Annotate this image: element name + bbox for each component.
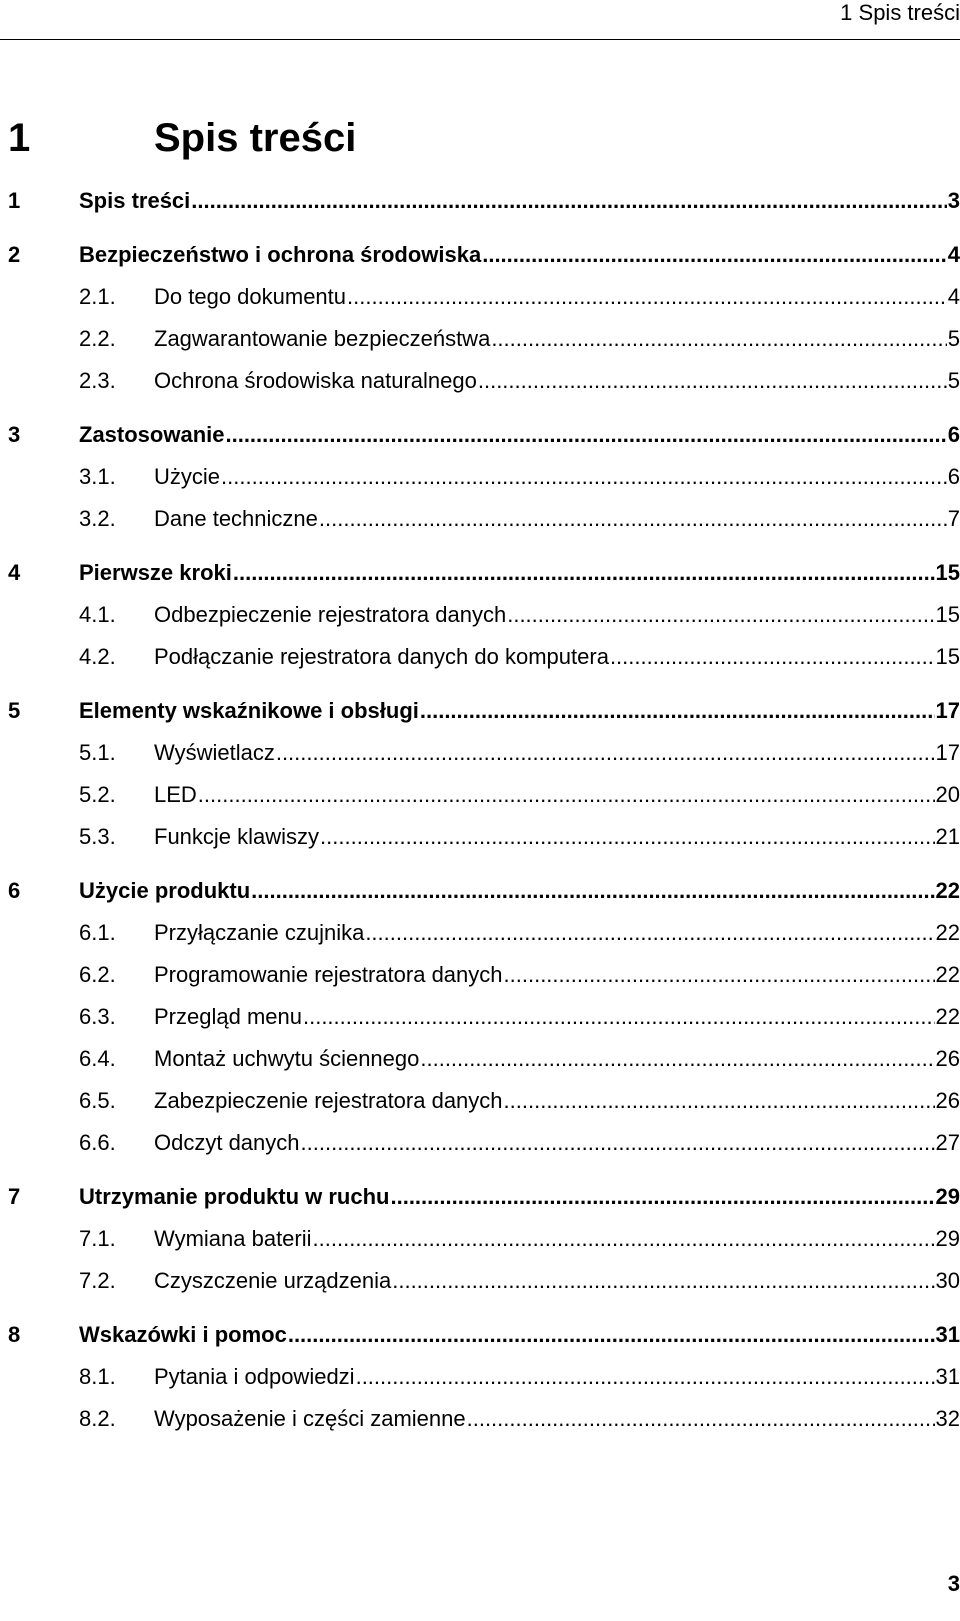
toc-entry-label: Funkcje klawiszy: [154, 824, 320, 849]
toc-entry-page: 15: [935, 644, 960, 669]
toc-entry-page: 22: [935, 920, 960, 945]
toc-entry-label: Odczyt danych: [154, 1130, 300, 1155]
toc-chapter-entry[interactable]: [0, 1318, 960, 1352]
toc-entry-line: [154, 506, 960, 532]
toc-dot-leader: [365, 920, 934, 946]
toc-section-entry[interactable]: [0, 1264, 960, 1298]
toc-section-entry[interactable]: [0, 778, 960, 812]
toc-entry-label: Utrzymanie produktu w ruchu: [79, 1184, 390, 1209]
toc-entry-line: [154, 1046, 960, 1072]
toc-entry-label: Użycie produktu: [79, 878, 251, 903]
toc-entry-page: 26: [935, 1088, 960, 1113]
toc-entry-number: 1: [8, 188, 21, 213]
toc-dot-leader: [313, 1226, 935, 1252]
toc-chapter-entry[interactable]: [0, 238, 960, 272]
toc-entry-label: Do tego dokumentu: [154, 284, 347, 309]
toc-chapter-entry[interactable]: [0, 1180, 960, 1214]
toc-entry-page: 31: [935, 1364, 960, 1389]
toc-section-entry[interactable]: [0, 598, 960, 632]
toc-entry-line: [154, 782, 960, 808]
toc-entry-line: [79, 560, 960, 586]
toc-section-entry[interactable]: [0, 322, 960, 356]
toc-dot-leader: [251, 878, 934, 904]
toc-entry-line: [154, 1364, 960, 1390]
toc-entry-label: Zastosowanie: [79, 422, 225, 447]
toc-entry-line: [79, 188, 960, 214]
toc-entry-page: 3: [947, 188, 960, 213]
toc-dot-leader: [301, 1130, 935, 1156]
toc-entry-line: [154, 1226, 960, 1252]
toc-dot-leader: [610, 644, 935, 670]
toc-entry-page: 29: [935, 1184, 960, 1209]
toc-section-entry[interactable]: [0, 1126, 960, 1160]
toc-entry-label: Elementy wskaźnikowe i obsługi: [79, 698, 419, 723]
toc-section-entry[interactable]: [0, 280, 960, 314]
toc-dot-leader: [356, 1364, 935, 1390]
toc-entry-number: 6.5.: [79, 1088, 116, 1113]
toc-section-entry[interactable]: [0, 1402, 960, 1436]
toc-entry-line: [154, 1130, 960, 1156]
toc-entry-number: 4.1.: [79, 602, 116, 627]
toc-dot-leader: [390, 1184, 934, 1210]
toc-entry-number: 2.2.: [79, 326, 116, 351]
toc-dot-leader: [504, 1088, 935, 1114]
toc-entry-page: 4: [947, 242, 960, 267]
toc-entry-label: Zagwarantowanie bezpieczeństwa: [154, 326, 491, 351]
toc-entry-number: 6.6.: [79, 1130, 116, 1155]
toc-entry-line: [154, 1406, 960, 1432]
toc-dot-leader: [491, 326, 946, 352]
toc-entry-line: [154, 284, 960, 310]
toc-entry-label: Przegląd menu: [154, 1004, 302, 1029]
toc-entry-page: 29: [935, 1226, 960, 1251]
running-header: [0, 0, 960, 40]
toc-dot-leader: [504, 962, 935, 988]
page-title-text: Spis treści: [154, 116, 357, 160]
toc-chapter-entry[interactable]: [0, 418, 960, 452]
toc-section-entry[interactable]: [0, 364, 960, 398]
toc-section-entry[interactable]: [0, 502, 960, 536]
toc-entry-page: 26: [935, 1046, 960, 1071]
toc-entry-number: 5.2.: [79, 782, 116, 807]
toc-dot-leader: [221, 464, 947, 490]
toc-entry-line: [154, 1268, 960, 1294]
toc-entry-page: 22: [935, 962, 960, 987]
toc-entry-label: Wskazówki i pomoc: [79, 1322, 287, 1347]
toc-entry-page: 31: [935, 1322, 960, 1347]
toc-dot-leader: [420, 698, 935, 724]
toc-entry-label: Podłączanie rejestratora danych do komputera: [154, 644, 609, 669]
toc-entry-page: 7: [947, 506, 960, 531]
toc-entry-label: LED: [154, 782, 197, 807]
toc-entry-line: [154, 824, 960, 850]
toc-dot-leader: [482, 242, 947, 268]
toc-dot-leader: [198, 782, 935, 808]
toc-entry-number: 7.1.: [79, 1226, 116, 1251]
toc-entry-number: 5: [8, 698, 21, 723]
toc-section-entry[interactable]: [0, 1000, 960, 1034]
toc-dot-leader: [191, 188, 946, 214]
toc-entry-label: Bezpieczeństwo i ochrona środowiska: [79, 242, 482, 267]
toc-dot-leader: [507, 602, 934, 628]
toc-entry-line: [79, 1184, 960, 1210]
toc-entry-label: Montaż uchwytu ściennego: [154, 1046, 420, 1071]
toc-entry-number: 7.2.: [79, 1268, 116, 1293]
toc-section-entry[interactable]: [0, 958, 960, 992]
toc-entry-number: 5.3.: [79, 824, 116, 849]
toc-entry-number: 4.2.: [79, 644, 116, 669]
running-header-title: 1 Spis treści: [840, 0, 960, 25]
toc-entry-label: Spis treści: [79, 188, 191, 213]
toc-entry-number: 8: [8, 1322, 21, 1347]
toc-entry-number: 4: [8, 560, 21, 585]
toc-entry-label: Wyświetlacz: [154, 740, 275, 765]
toc-entry-page: 5: [947, 326, 960, 351]
toc-dot-leader: [233, 560, 935, 586]
toc-entry-number: 3.2.: [79, 506, 116, 531]
page-number: 3: [947, 1571, 960, 1596]
toc-entry-label: Pierwsze kroki: [79, 560, 232, 585]
toc-chapter-entry[interactable]: [0, 184, 960, 218]
toc-entry-page: 17: [935, 740, 960, 765]
toc-section-entry[interactable]: [0, 916, 960, 950]
toc-section-entry[interactable]: [0, 1222, 960, 1256]
toc-dot-leader: [347, 284, 947, 310]
toc-entry-number: 6.3.: [79, 1004, 116, 1029]
toc-entry-label: Programowanie rejestratora danych: [154, 962, 503, 987]
toc-entry-page: 22: [935, 878, 960, 903]
toc-entry-page: 32: [935, 1406, 960, 1431]
toc-entry-label: Użycie: [154, 464, 221, 489]
toc-entry-label: Zabezpieczenie rejestratora danych: [154, 1088, 503, 1113]
toc-dot-leader: [392, 1268, 934, 1294]
toc-dot-leader: [478, 368, 947, 394]
toc-dot-leader: [225, 422, 946, 448]
toc-dot-leader: [420, 1046, 934, 1072]
toc-entry-page: 4: [947, 284, 960, 309]
toc-entry-number: 3: [8, 422, 21, 447]
toc-entry-number: 3.1.: [79, 464, 116, 489]
toc-entry-page: 30: [935, 1268, 960, 1293]
toc-entry-number: 2: [8, 242, 21, 267]
toc-entry-label: Pytania i odpowiedzi: [154, 1364, 355, 1389]
toc-entry-label: Dane techniczne: [154, 506, 318, 531]
toc-entry-page: 5: [947, 368, 960, 393]
toc-entry-number: 6.4.: [79, 1046, 116, 1071]
toc-entry-number: 8.2.: [79, 1406, 116, 1431]
toc-section-entry[interactable]: [0, 640, 960, 674]
toc-section-entry[interactable]: [0, 460, 960, 494]
toc-section-entry[interactable]: [0, 1360, 960, 1394]
toc-dot-leader: [303, 1004, 935, 1030]
toc-entry-number: 5.1.: [79, 740, 116, 765]
toc-entry-line: [79, 878, 960, 904]
toc-section-entry[interactable]: [0, 1042, 960, 1076]
toc-entry-line: [79, 242, 960, 268]
toc-dot-leader: [319, 506, 947, 532]
page-title-number: 1: [8, 116, 31, 160]
toc-entry-page: 15: [935, 560, 960, 585]
toc-entry-line: [79, 422, 960, 448]
toc-chapter-entry[interactable]: [0, 556, 960, 590]
toc-section-entry[interactable]: [0, 1084, 960, 1118]
toc-entry-line: [154, 464, 960, 490]
toc-entry-line: [79, 698, 960, 724]
toc-entry-page: 6: [947, 422, 960, 447]
toc-entry-page: 27: [935, 1130, 960, 1155]
toc-entry-page: 17: [935, 698, 960, 723]
toc-entry-label: Odbezpieczenie rejestratora danych: [154, 602, 507, 627]
toc-entry-line: [154, 1088, 960, 1114]
toc-entry-line: [79, 1322, 960, 1348]
toc-entry-page: 22: [935, 1004, 960, 1029]
toc-entry-line: [154, 740, 960, 766]
toc-entry-line: [154, 962, 960, 988]
toc-chapter-entry[interactable]: [0, 874, 960, 908]
toc-entry-line: [154, 920, 960, 946]
toc-entry-page: 21: [935, 824, 960, 849]
toc-entry-number: 6: [8, 878, 21, 903]
toc-dot-leader: [288, 1322, 935, 1348]
toc-entry-line: [154, 368, 960, 394]
toc-entry-label: Czyszczenie urządzenia: [154, 1268, 392, 1293]
toc-chapter-entry[interactable]: [0, 694, 960, 728]
toc-entry-label: Ochrona środowiska naturalnego: [154, 368, 477, 393]
toc-entry-page: 15: [935, 602, 960, 627]
toc-entry-number: 6.2.: [79, 962, 116, 987]
toc-entry-label: Wyposażenie i części zamienne: [154, 1406, 466, 1431]
toc-entry-line: [154, 644, 960, 670]
toc-entry-number: 2.1.: [79, 284, 116, 309]
toc-entry-number: 6.1.: [79, 920, 116, 945]
toc-section-entry[interactable]: [0, 820, 960, 854]
toc-entry-page: 6: [947, 464, 960, 489]
toc-entry-line: [154, 602, 960, 628]
toc-entry-number: 7: [8, 1184, 21, 1209]
toc-entry-line: [154, 326, 960, 352]
toc-entry-number: 2.3.: [79, 368, 116, 393]
toc-entry-label: Wymiana baterii: [154, 1226, 312, 1251]
toc-dot-leader: [467, 1406, 935, 1432]
toc-entry-number: 8.1.: [79, 1364, 116, 1389]
toc-entry-page: 20: [935, 782, 960, 807]
toc-entry-label: Przyłączanie czujnika: [154, 920, 365, 945]
toc-dot-leader: [276, 740, 935, 766]
toc-dot-leader: [320, 824, 934, 850]
toc-entry-line: [154, 1004, 960, 1030]
toc-section-entry[interactable]: [0, 736, 960, 770]
